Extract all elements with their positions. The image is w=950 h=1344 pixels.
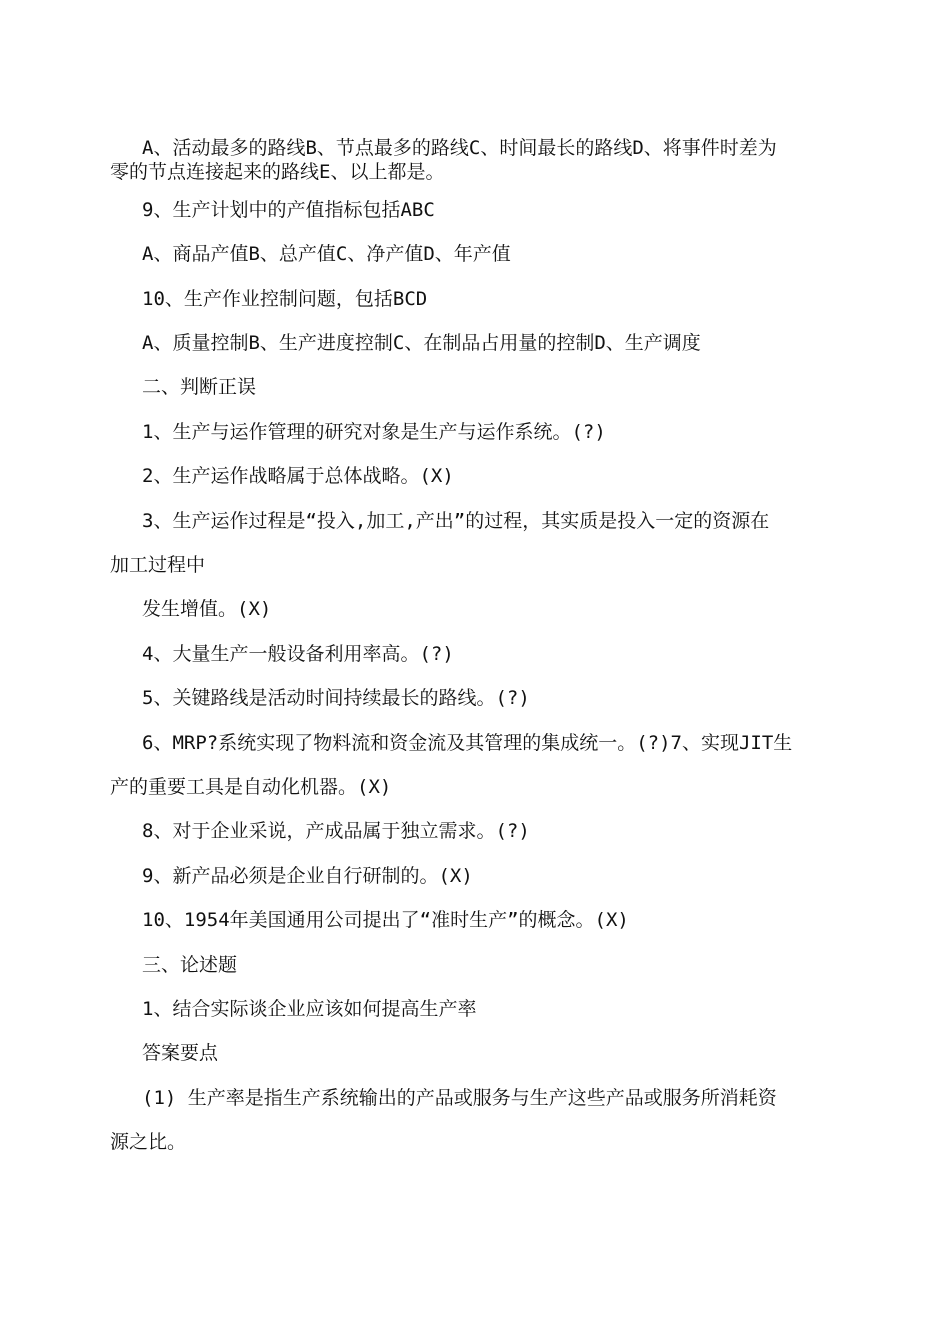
section-heading-essay: 三、论述题	[142, 954, 238, 976]
question-10: 10、生产作业控制问题，包括BCD	[142, 288, 428, 310]
tf-item-4: 4、大量生产一般设备利用率高。(?)	[142, 643, 454, 665]
tf-item-1: 1、生产与运作管理的研究对象是生产与运作系统。(?)	[142, 421, 606, 443]
options-10: A、质量控制B、生产进度控制C、在制品占用量的控制D、生产调度	[142, 332, 701, 354]
option-line-continuation: 零的节点连接起来的路线E、以上都是。	[110, 161, 445, 183]
answer-point-1-continuation: 源之比。	[110, 1131, 187, 1153]
answer-key-heading: 答案要点	[142, 1042, 219, 1064]
tf-item-2: 2、生产运作战略属于总体战略。(X)	[142, 465, 454, 487]
options-9: A、商品产值B、总产值C、净产值D、年产值	[142, 243, 511, 265]
essay-question-1: 1、结合实际谈企业应该如何提高生产率	[142, 998, 477, 1020]
tf-item-3-continuation-2: 发生增值。(X)	[142, 598, 272, 620]
tf-item-9: 9、新产品必须是企业自行研制的。(X)	[142, 865, 473, 887]
question-9: 9、生产计划中的产值指标包括ABC	[142, 199, 435, 221]
answer-point-1: (1) 生产率是指生产系统输出的产品或服务与生产这些产品或服务所消耗资	[142, 1087, 777, 1109]
section-heading-true-false: 二、判断正误	[142, 376, 257, 398]
tf-item-5: 5、关键路线是活动时间持续最长的路线。(?)	[142, 687, 530, 709]
tf-item-7-continuation: 产的重要工具是自动化机器。(X)	[110, 776, 392, 798]
tf-item-3-continuation: 加工过程中	[110, 554, 206, 576]
option-line-critical-path: A、活动最多的路线B、节点最多的路线C、时间最长的路线D、将事件时差为	[142, 137, 777, 159]
tf-item-3: 3、生产运作过程是“投入,加工,产出”的过程，其实质是投入一定的资源在	[142, 510, 770, 532]
tf-item-10: 10、1954年美国通用公司提出了“准时生产”的概念。(X)	[142, 909, 629, 931]
tf-item-6-7: 6、MRP?系统实现了物料流和资金流及其管理的集成统一。(?)7、实现JIT生	[142, 732, 793, 754]
tf-item-8: 8、对于企业采说，产成品属于独立需求。(?)	[142, 820, 530, 842]
